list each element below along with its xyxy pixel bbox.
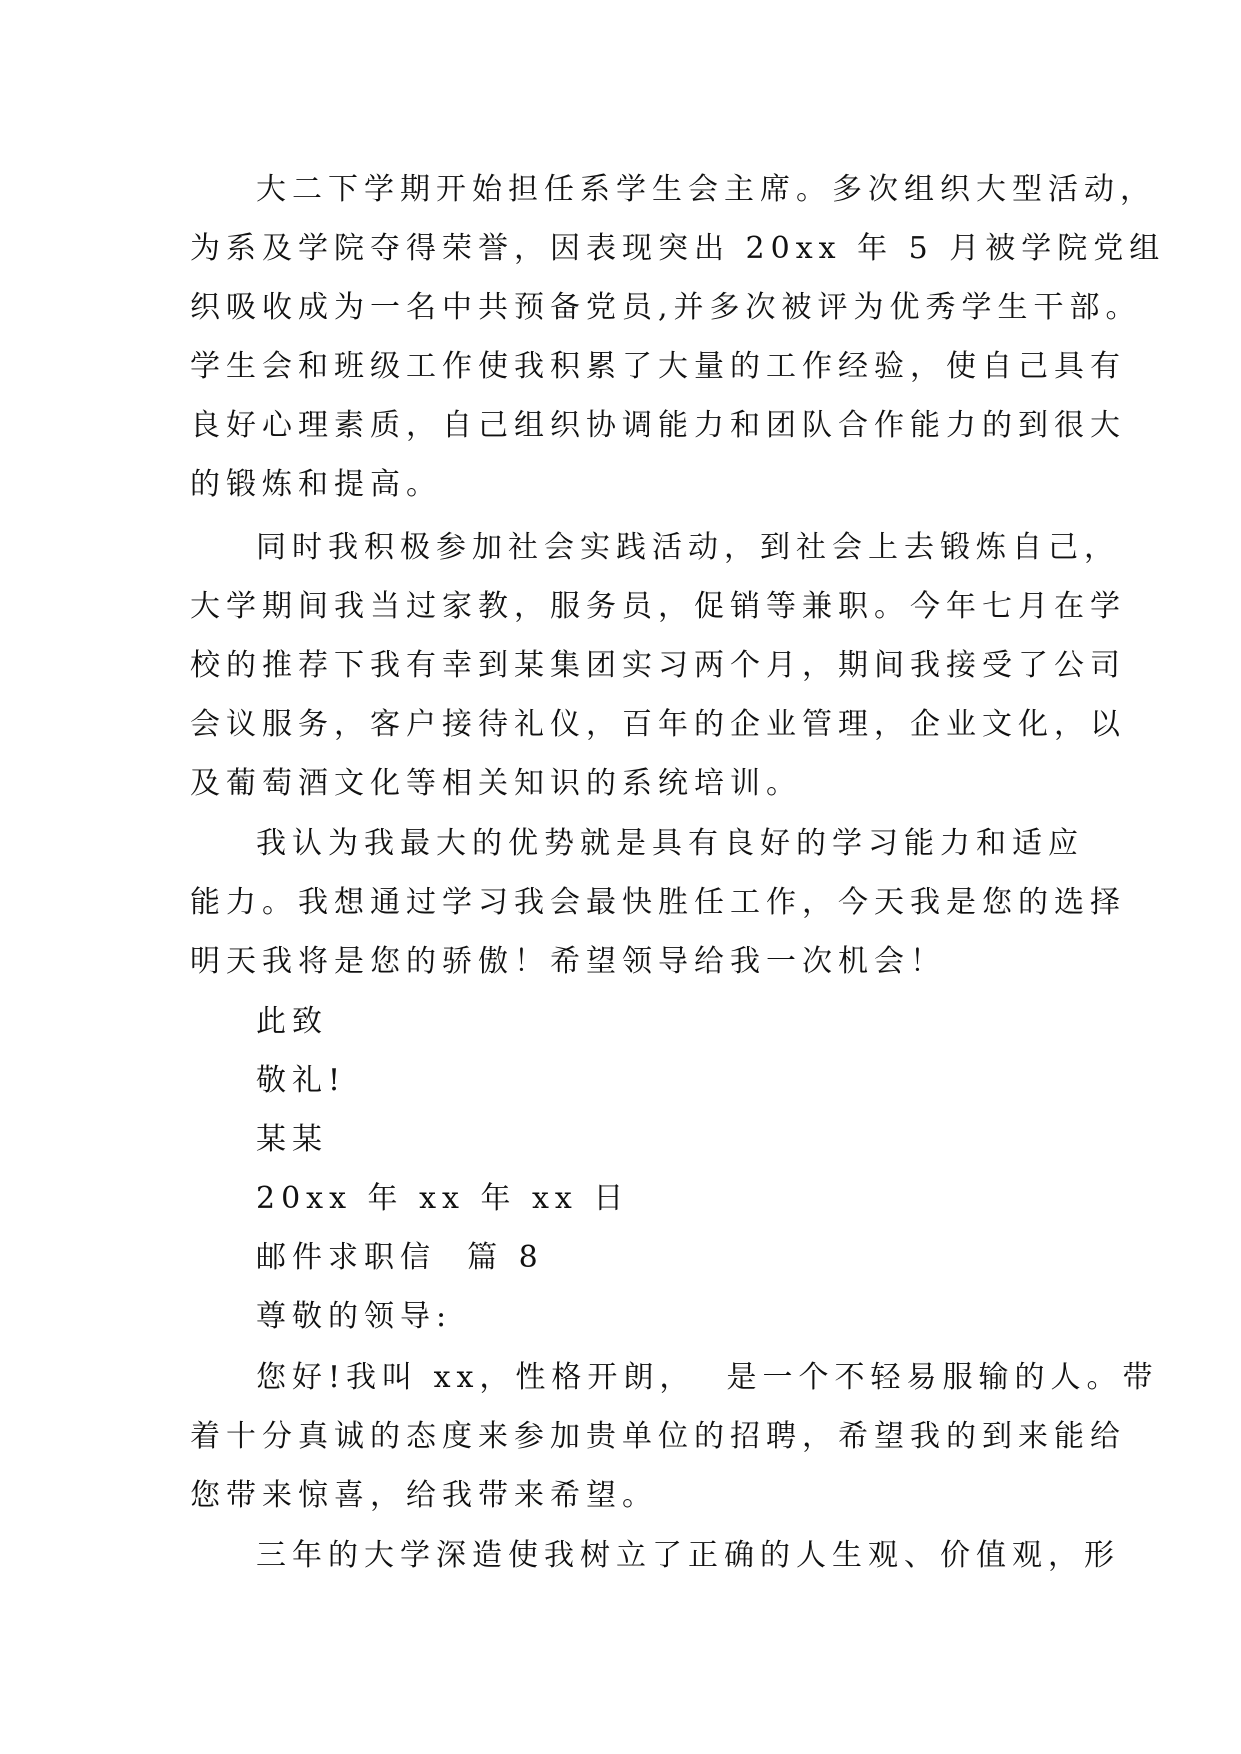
paragraph-line: 会议服务，客户接待礼仪，百年的企业管理，企业文化，以 bbox=[190, 707, 1126, 742]
paragraph-line: 织吸收成为一名中共预备党员,并多次被评为优秀学生干部。 bbox=[190, 290, 1142, 325]
paragraph-line: 能力。我想通过学习我会最快胜任工作，今天我是您的选择 bbox=[190, 885, 1126, 920]
paragraph-line: 校的推荐下我有幸到某集团实习两个月，期间我接受了公司 bbox=[190, 648, 1126, 683]
signature-date: 20xx 年 xx 年 xx 日 bbox=[256, 1181, 630, 1216]
paragraph-line: 明天我将是您的骄傲！希望领导给我一次机会！ bbox=[190, 944, 946, 979]
paragraph-line: 为系及学院夺得荣誉，因表现突出 20xx 年 5 月被学院党组 bbox=[190, 231, 1166, 266]
paragraph-line: 您好!我叫 xx，性格开朗， 是一个不轻易服输的人。带 bbox=[256, 1360, 1159, 1395]
paragraph-line: 大学期间我当过家教，服务员，促销等兼职。今年七月在学 bbox=[190, 589, 1126, 624]
closing-salutation: 此致 bbox=[256, 1004, 328, 1039]
paragraph-line: 学生会和班级工作使我积累了大量的工作经验，使自己具有 bbox=[190, 349, 1126, 384]
paragraph-line: 及葡萄酒文化等相关知识的系统培训。 bbox=[190, 766, 802, 801]
paragraph-line: 同时我积极参加社会实践活动，到社会上去锻炼自己， bbox=[256, 530, 1120, 565]
paragraph-line: 良好心理素质，自己组织协调能力和团队合作能力的到很大 bbox=[190, 408, 1126, 443]
greeting: 尊敬的领导: bbox=[256, 1299, 453, 1334]
paragraph-line: 我认为我最大的优势就是具有良好的学习能力和适应 bbox=[256, 826, 1084, 861]
paragraph-line: 大二下学期开始担任系学生会主席。多次组织大型活动， bbox=[256, 172, 1156, 207]
closing-regards: 敬礼! bbox=[256, 1063, 347, 1098]
paragraph-line: 您带来惊喜，给我带来希望。 bbox=[190, 1478, 658, 1513]
section-heading: 邮件求职信 篇 8 bbox=[256, 1240, 544, 1275]
paragraph-line: 着十分真诚的态度来参加贵单位的招聘，希望我的到来能给 bbox=[190, 1419, 1126, 1454]
signature-name: 某某 bbox=[256, 1122, 328, 1157]
paragraph-line: 三年的大学深造使我树立了正确的人生观、价值观，形 bbox=[256, 1538, 1120, 1573]
paragraph-line: 的锻炼和提高。 bbox=[190, 467, 442, 502]
